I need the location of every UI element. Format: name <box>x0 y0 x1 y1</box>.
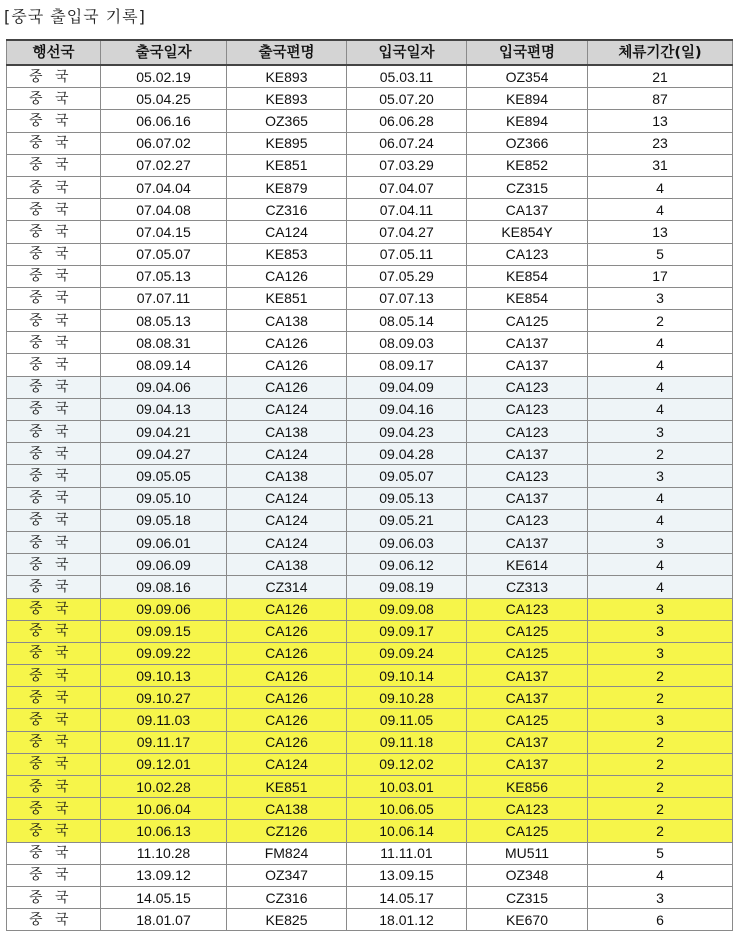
cell-departure-flight: CA138 <box>227 798 347 820</box>
col-header-destination: 행선국 <box>7 40 101 65</box>
cell-departure-date: 07.04.15 <box>101 221 227 243</box>
cell-departure-flight: CA124 <box>227 398 347 420</box>
table-row <box>7 598 733 620</box>
cell-stay-days: 4 <box>588 332 733 354</box>
cell-destination: 중 국 <box>7 687 101 709</box>
cell-destination: 중 국 <box>7 487 101 509</box>
cell-departure-flight: CA124 <box>227 487 347 509</box>
table-row <box>7 620 733 642</box>
table-row <box>7 509 733 531</box>
cell-arrival-date: 07.03.29 <box>347 154 467 176</box>
table-header-row <box>7 40 733 65</box>
cell-destination: 중 국 <box>7 243 101 265</box>
cell-arrival-date: 09.11.18 <box>347 731 467 753</box>
cell-arrival-flight: CA137 <box>467 487 588 509</box>
table-row <box>7 576 733 598</box>
cell-arrival-flight: KE894 <box>467 88 588 110</box>
cell-arrival-flight: CA137 <box>467 531 588 553</box>
cell-arrival-flight: CA123 <box>467 398 588 420</box>
cell-departure-date: 09.09.15 <box>101 620 227 642</box>
cell-arrival-flight: CZ315 <box>467 176 588 198</box>
table-row <box>7 199 733 221</box>
cell-departure-date: 09.04.27 <box>101 443 227 465</box>
cell-departure-date: 08.08.31 <box>101 332 227 354</box>
table-row <box>7 154 733 176</box>
cell-departure-flight: CA124 <box>227 221 347 243</box>
cell-arrival-date: 06.07.24 <box>347 132 467 154</box>
cell-destination: 중 국 <box>7 731 101 753</box>
cell-stay-days: 13 <box>588 110 733 132</box>
cell-arrival-flight: CA125 <box>467 642 588 664</box>
cell-arrival-date: 09.09.24 <box>347 642 467 664</box>
cell-arrival-date: 08.09.03 <box>347 332 467 354</box>
cell-destination: 중 국 <box>7 376 101 398</box>
cell-departure-date: 09.12.01 <box>101 753 227 775</box>
col-header-arrival-date: 입국일자 <box>347 40 467 65</box>
cell-destination: 중 국 <box>7 620 101 642</box>
cell-arrival-flight: CA125 <box>467 620 588 642</box>
cell-departure-date: 07.05.13 <box>101 265 227 287</box>
cell-destination: 중 국 <box>7 909 101 931</box>
cell-departure-flight: CA126 <box>227 376 347 398</box>
cell-arrival-date: 10.06.14 <box>347 820 467 842</box>
cell-destination: 중 국 <box>7 199 101 221</box>
cell-arrival-date: 09.09.08 <box>347 598 467 620</box>
cell-departure-date: 11.10.28 <box>101 842 227 864</box>
cell-arrival-date: 09.05.07 <box>347 465 467 487</box>
cell-destination: 중 국 <box>7 287 101 309</box>
cell-departure-date: 07.02.27 <box>101 154 227 176</box>
cell-stay-days: 5 <box>588 243 733 265</box>
cell-departure-date: 09.09.22 <box>101 642 227 664</box>
cell-departure-flight: CA126 <box>227 332 347 354</box>
cell-destination: 중 국 <box>7 465 101 487</box>
cell-arrival-date: 10.03.01 <box>347 776 467 798</box>
cell-departure-flight: CA138 <box>227 554 347 576</box>
cell-destination: 중 국 <box>7 154 101 176</box>
table-row <box>7 842 733 864</box>
table-row <box>7 753 733 775</box>
cell-departure-date: 05.04.25 <box>101 88 227 110</box>
cell-departure-flight: CA126 <box>227 731 347 753</box>
cell-departure-date: 08.09.14 <box>101 354 227 376</box>
cell-destination: 중 국 <box>7 221 101 243</box>
cell-stay-days: 4 <box>588 354 733 376</box>
table-row <box>7 221 733 243</box>
table-row <box>7 421 733 443</box>
cell-stay-days: 3 <box>588 465 733 487</box>
cell-departure-flight: KE895 <box>227 132 347 154</box>
cell-arrival-flight: OZ366 <box>467 132 588 154</box>
cell-stay-days: 4 <box>588 864 733 886</box>
table-row <box>7 265 733 287</box>
cell-arrival-date: 05.03.11 <box>347 65 467 88</box>
cell-departure-flight: CA126 <box>227 665 347 687</box>
cell-arrival-flight: CA137 <box>467 665 588 687</box>
cell-stay-days: 3 <box>588 531 733 553</box>
cell-destination: 중 국 <box>7 709 101 731</box>
cell-departure-flight: CA124 <box>227 531 347 553</box>
cell-stay-days: 2 <box>588 665 733 687</box>
cell-arrival-flight: CA137 <box>467 354 588 376</box>
cell-departure-flight: CA126 <box>227 265 347 287</box>
col-header-departure-date: 출국일자 <box>101 40 227 65</box>
cell-stay-days: 4 <box>588 398 733 420</box>
cell-departure-flight: CZ316 <box>227 199 347 221</box>
table-row <box>7 332 733 354</box>
cell-arrival-flight: KE856 <box>467 776 588 798</box>
cell-departure-flight: CA126 <box>227 598 347 620</box>
cell-destination: 중 국 <box>7 531 101 553</box>
table-row <box>7 243 733 265</box>
cell-stay-days: 2 <box>588 310 733 332</box>
cell-departure-flight: CA126 <box>227 620 347 642</box>
cell-departure-flight: KE893 <box>227 65 347 88</box>
cell-destination: 중 국 <box>7 265 101 287</box>
table-row <box>7 687 733 709</box>
cell-destination: 중 국 <box>7 132 101 154</box>
cell-arrival-flight: CA137 <box>467 199 588 221</box>
cell-departure-date: 09.05.05 <box>101 465 227 487</box>
cell-departure-flight: CA126 <box>227 709 347 731</box>
cell-departure-date: 07.04.04 <box>101 176 227 198</box>
cell-arrival-date: 08.05.14 <box>347 310 467 332</box>
cell-arrival-flight: MU511 <box>467 842 588 864</box>
cell-departure-date: 09.10.13 <box>101 665 227 687</box>
cell-departure-flight: KE879 <box>227 176 347 198</box>
cell-departure-flight: CA126 <box>227 687 347 709</box>
cell-arrival-date: 07.04.11 <box>347 199 467 221</box>
cell-arrival-date: 07.05.11 <box>347 243 467 265</box>
cell-arrival-date: 18.01.12 <box>347 909 467 931</box>
cell-stay-days: 13 <box>588 221 733 243</box>
cell-stay-days: 31 <box>588 154 733 176</box>
cell-stay-days: 2 <box>588 443 733 465</box>
cell-destination: 중 국 <box>7 88 101 110</box>
cell-arrival-date: 09.06.03 <box>347 531 467 553</box>
cell-departure-flight: KE851 <box>227 287 347 309</box>
cell-stay-days: 23 <box>588 132 733 154</box>
cell-arrival-flight: CA123 <box>467 376 588 398</box>
cell-departure-date: 07.04.08 <box>101 199 227 221</box>
cell-destination: 중 국 <box>7 398 101 420</box>
cell-departure-date: 09.11.03 <box>101 709 227 731</box>
cell-departure-flight: OZ365 <box>227 110 347 132</box>
cell-arrival-flight: CA125 <box>467 310 588 332</box>
table-row <box>7 776 733 798</box>
cell-arrival-date: 09.10.28 <box>347 687 467 709</box>
cell-stay-days: 3 <box>588 620 733 642</box>
cell-departure-date: 05.02.19 <box>101 65 227 88</box>
document-title: [중국 출입국 기록] <box>4 7 146 26</box>
cell-arrival-date: 10.06.05 <box>347 798 467 820</box>
cell-stay-days: 4 <box>588 176 733 198</box>
cell-stay-days: 3 <box>588 287 733 309</box>
table-row <box>7 132 733 154</box>
cell-departure-date: 09.08.16 <box>101 576 227 598</box>
cell-departure-flight: KE853 <box>227 243 347 265</box>
cell-stay-days: 2 <box>588 798 733 820</box>
cell-departure-flight: CA138 <box>227 421 347 443</box>
cell-departure-flight: CZ126 <box>227 820 347 842</box>
cell-stay-days: 2 <box>588 753 733 775</box>
cell-arrival-flight: CA137 <box>467 332 588 354</box>
cell-stay-days: 3 <box>588 421 733 443</box>
cell-arrival-flight: KE894 <box>467 110 588 132</box>
cell-arrival-date: 09.04.16 <box>347 398 467 420</box>
cell-departure-date: 09.04.21 <box>101 421 227 443</box>
cell-destination: 중 국 <box>7 642 101 664</box>
cell-departure-date: 07.05.07 <box>101 243 227 265</box>
cell-arrival-flight: KE854 <box>467 287 588 309</box>
cell-stay-days: 4 <box>588 576 733 598</box>
table-row <box>7 864 733 886</box>
cell-departure-flight: CA126 <box>227 354 347 376</box>
cell-departure-flight: OZ347 <box>227 864 347 886</box>
cell-departure-date: 09.06.09 <box>101 554 227 576</box>
table-row <box>7 287 733 309</box>
table-row <box>7 820 733 842</box>
cell-arrival-flight: CA137 <box>467 687 588 709</box>
cell-arrival-date: 09.06.12 <box>347 554 467 576</box>
cell-destination: 중 국 <box>7 110 101 132</box>
cell-arrival-flight: CZ313 <box>467 576 588 598</box>
cell-arrival-flight: KE670 <box>467 909 588 931</box>
cell-stay-days: 17 <box>588 265 733 287</box>
cell-departure-date: 09.04.06 <box>101 376 227 398</box>
cell-departure-flight: KE893 <box>227 88 347 110</box>
cell-stay-days: 5 <box>588 842 733 864</box>
cell-stay-days: 3 <box>588 598 733 620</box>
cell-arrival-flight: CA123 <box>467 598 588 620</box>
table-row <box>7 354 733 376</box>
cell-departure-date: 10.02.28 <box>101 776 227 798</box>
cell-destination: 중 국 <box>7 332 101 354</box>
cell-destination: 중 국 <box>7 554 101 576</box>
cell-arrival-date: 09.04.23 <box>347 421 467 443</box>
cell-stay-days: 4 <box>588 487 733 509</box>
cell-arrival-flight: CZ315 <box>467 886 588 908</box>
cell-destination: 중 국 <box>7 421 101 443</box>
cell-arrival-flight: OZ348 <box>467 864 588 886</box>
cell-arrival-flight: KE852 <box>467 154 588 176</box>
cell-arrival-date: 09.08.19 <box>347 576 467 598</box>
cell-arrival-flight: KE854Y <box>467 221 588 243</box>
table-row <box>7 554 733 576</box>
cell-stay-days: 4 <box>588 376 733 398</box>
cell-arrival-date: 07.05.29 <box>347 265 467 287</box>
cell-departure-flight: CA138 <box>227 310 347 332</box>
cell-destination: 중 국 <box>7 443 101 465</box>
cell-arrival-flight: CA123 <box>467 421 588 443</box>
table-row <box>7 465 733 487</box>
cell-destination: 중 국 <box>7 598 101 620</box>
cell-arrival-date: 11.11.01 <box>347 842 467 864</box>
table-row <box>7 376 733 398</box>
cell-stay-days: 3 <box>588 709 733 731</box>
table-row <box>7 487 733 509</box>
cell-arrival-flight: CA125 <box>467 820 588 842</box>
cell-arrival-date: 07.04.27 <box>347 221 467 243</box>
cell-departure-flight: KE851 <box>227 776 347 798</box>
cell-arrival-flight: KE854 <box>467 265 588 287</box>
cell-arrival-flight: KE614 <box>467 554 588 576</box>
cell-arrival-date: 09.05.21 <box>347 509 467 531</box>
cell-arrival-date: 09.04.28 <box>347 443 467 465</box>
cell-stay-days: 4 <box>588 554 733 576</box>
col-header-stay-days: 체류기간(일) <box>588 40 733 65</box>
cell-arrival-flight: CA123 <box>467 798 588 820</box>
cell-departure-flight: CA138 <box>227 465 347 487</box>
cell-arrival-date: 05.07.20 <box>347 88 467 110</box>
table-row <box>7 665 733 687</box>
cell-departure-flight: CA124 <box>227 753 347 775</box>
cell-stay-days: 2 <box>588 820 733 842</box>
cell-stay-days: 2 <box>588 731 733 753</box>
cell-departure-date: 09.11.17 <box>101 731 227 753</box>
table-row <box>7 310 733 332</box>
cell-arrival-date: 09.10.14 <box>347 665 467 687</box>
cell-stay-days: 87 <box>588 88 733 110</box>
table-row <box>7 110 733 132</box>
cell-destination: 중 국 <box>7 753 101 775</box>
cell-arrival-flight: CA123 <box>467 243 588 265</box>
cell-stay-days: 21 <box>588 65 733 88</box>
table-body <box>7 65 733 931</box>
cell-arrival-flight: CA137 <box>467 443 588 465</box>
cell-stay-days: 6 <box>588 909 733 931</box>
cell-arrival-date: 07.04.07 <box>347 176 467 198</box>
cell-arrival-date: 14.05.17 <box>347 886 467 908</box>
cell-departure-flight: KE851 <box>227 154 347 176</box>
cell-departure-date: 07.07.11 <box>101 287 227 309</box>
cell-arrival-flight: CA125 <box>467 709 588 731</box>
cell-departure-date: 18.01.07 <box>101 909 227 931</box>
cell-departure-date: 09.05.18 <box>101 509 227 531</box>
cell-arrival-date: 09.09.17 <box>347 620 467 642</box>
cell-destination: 중 국 <box>7 176 101 198</box>
cell-departure-date: 14.05.15 <box>101 886 227 908</box>
cell-arrival-date: 09.12.02 <box>347 753 467 775</box>
cell-stay-days: 4 <box>588 199 733 221</box>
cell-departure-flight: CZ316 <box>227 886 347 908</box>
cell-arrival-flight: CA137 <box>467 753 588 775</box>
cell-destination: 중 국 <box>7 776 101 798</box>
col-header-arrival-flight: 입국편명 <box>467 40 588 65</box>
cell-departure-flight: FM824 <box>227 842 347 864</box>
cell-arrival-date: 09.05.13 <box>347 487 467 509</box>
cell-destination: 중 국 <box>7 65 101 88</box>
cell-departure-flight: KE825 <box>227 909 347 931</box>
cell-arrival-flight: OZ354 <box>467 65 588 88</box>
cell-departure-date: 06.07.02 <box>101 132 227 154</box>
cell-arrival-date: 06.06.28 <box>347 110 467 132</box>
cell-destination: 중 국 <box>7 665 101 687</box>
immigration-records-table <box>6 39 733 931</box>
cell-arrival-flight: CA137 <box>467 731 588 753</box>
table-row <box>7 531 733 553</box>
cell-departure-flight: CZ314 <box>227 576 347 598</box>
cell-arrival-flight: CA123 <box>467 465 588 487</box>
table-row <box>7 88 733 110</box>
table-row <box>7 909 733 931</box>
cell-departure-date: 09.04.13 <box>101 398 227 420</box>
cell-departure-date: 08.05.13 <box>101 310 227 332</box>
table-row <box>7 798 733 820</box>
table-row <box>7 65 733 88</box>
cell-destination: 중 국 <box>7 798 101 820</box>
cell-departure-flight: CA124 <box>227 443 347 465</box>
cell-arrival-date: 08.09.17 <box>347 354 467 376</box>
cell-arrival-date: 13.09.15 <box>347 864 467 886</box>
cell-departure-date: 13.09.12 <box>101 864 227 886</box>
cell-arrival-flight: CA123 <box>467 509 588 531</box>
cell-destination: 중 국 <box>7 842 101 864</box>
cell-destination: 중 국 <box>7 864 101 886</box>
table-row <box>7 731 733 753</box>
cell-stay-days: 3 <box>588 886 733 908</box>
cell-destination: 중 국 <box>7 820 101 842</box>
col-header-departure-flight: 출국편명 <box>227 40 347 65</box>
cell-stay-days: 3 <box>588 642 733 664</box>
cell-departure-date: 09.09.06 <box>101 598 227 620</box>
cell-departure-date: 10.06.04 <box>101 798 227 820</box>
table-row <box>7 709 733 731</box>
cell-destination: 중 국 <box>7 354 101 376</box>
table-row <box>7 398 733 420</box>
table-row <box>7 642 733 664</box>
cell-arrival-date: 09.04.09 <box>347 376 467 398</box>
table-row <box>7 886 733 908</box>
table-row <box>7 443 733 465</box>
cell-departure-date: 09.05.10 <box>101 487 227 509</box>
cell-destination: 중 국 <box>7 886 101 908</box>
cell-departure-date: 09.10.27 <box>101 687 227 709</box>
cell-stay-days: 2 <box>588 687 733 709</box>
cell-destination: 중 국 <box>7 576 101 598</box>
cell-destination: 중 국 <box>7 310 101 332</box>
cell-departure-flight: CA126 <box>227 642 347 664</box>
table-row <box>7 176 733 198</box>
cell-departure-date: 10.06.13 <box>101 820 227 842</box>
cell-arrival-date: 07.07.13 <box>347 287 467 309</box>
cell-departure-date: 06.06.16 <box>101 110 227 132</box>
cell-arrival-date: 09.11.05 <box>347 709 467 731</box>
cell-departure-flight: CA124 <box>227 509 347 531</box>
cell-stay-days: 2 <box>588 776 733 798</box>
cell-stay-days: 4 <box>588 509 733 531</box>
cell-destination: 중 국 <box>7 509 101 531</box>
cell-departure-date: 09.06.01 <box>101 531 227 553</box>
